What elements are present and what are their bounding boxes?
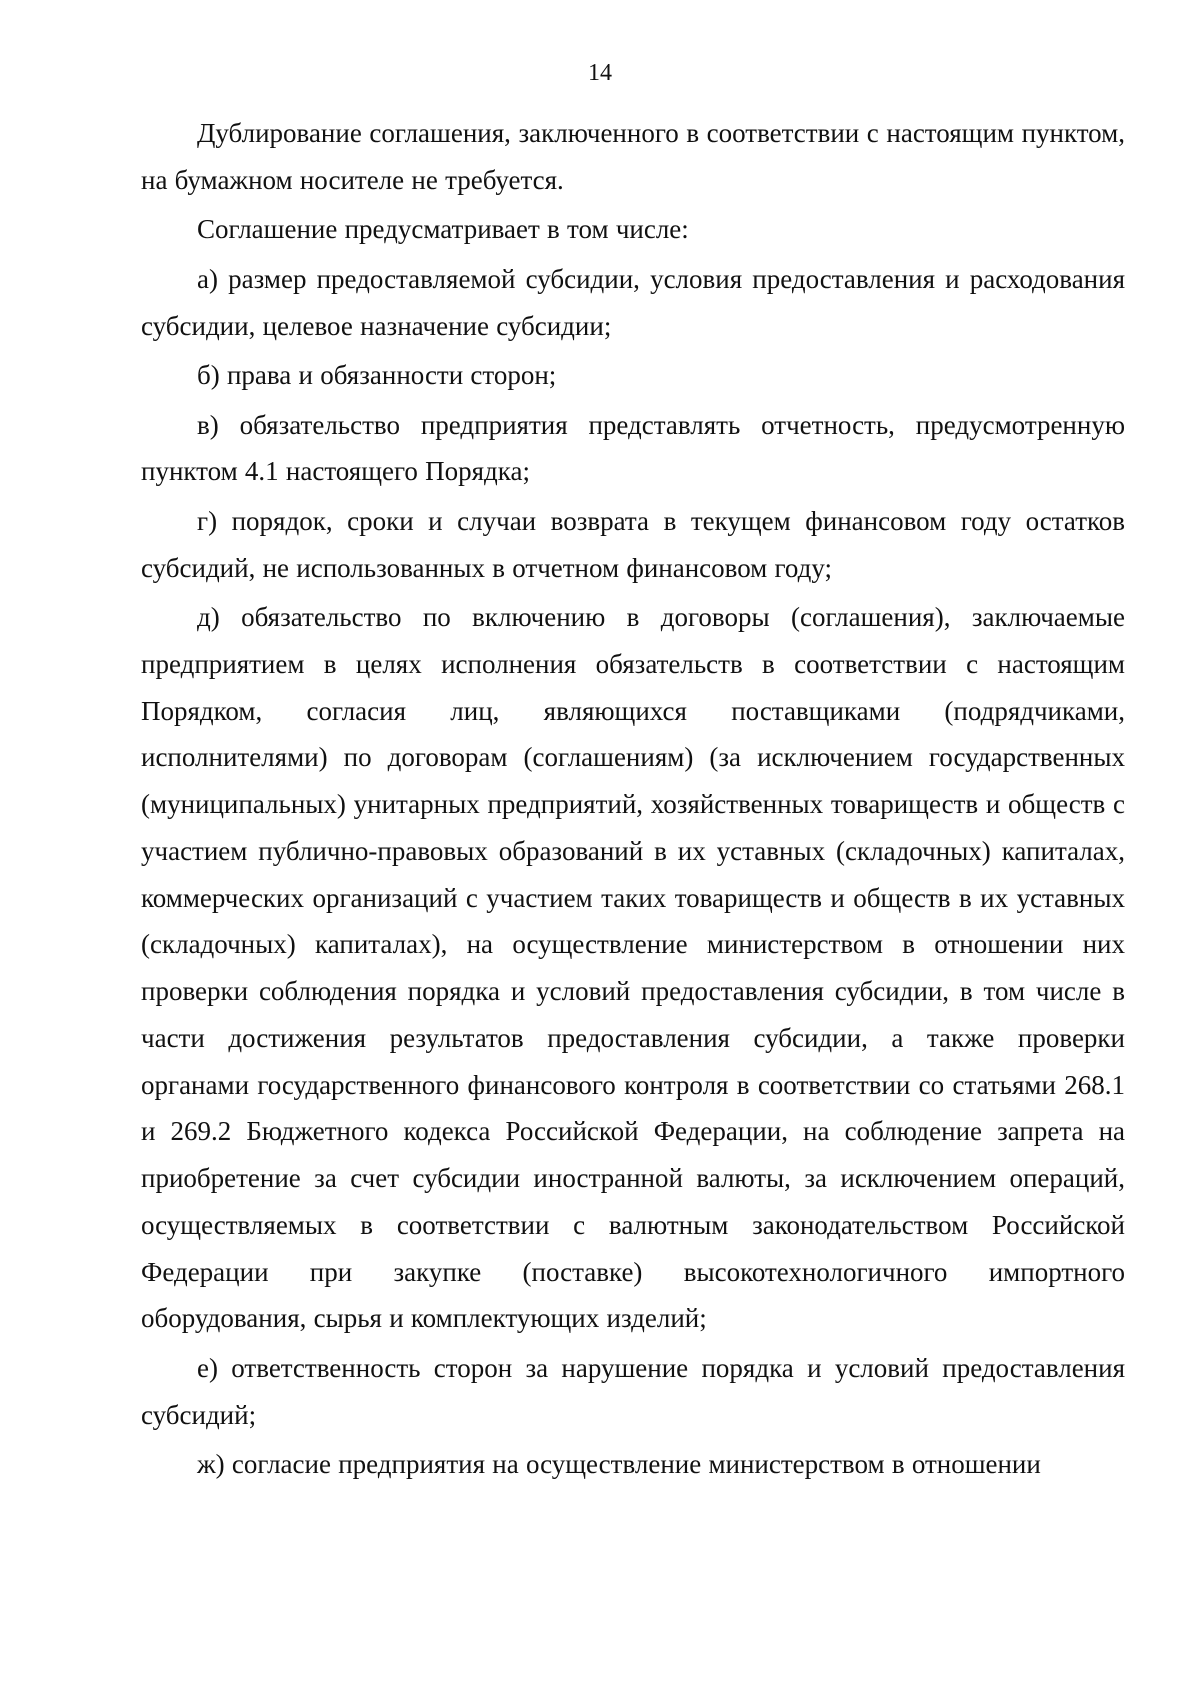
- paragraph-item-e: е) ответственность сторон за нарушение порядка и условий предоставления субсидий;: [141, 1352, 1125, 1430]
- paragraph-item-b: б) права и обязанности сторон;: [197, 360, 557, 390]
- paragraph-item-g: г) порядок, сроки и случаи возврата в текущем финансовом году остатков субсидий, не использованных в отчетном финансовом году;: [141, 505, 1125, 583]
- paragraph-item-v: в) обязательство предприятия представлять отчетность, предусмотренную пунктом 4.1 настоящего Порядка;: [141, 409, 1125, 487]
- paragraph-item-a: а) размер предоставляемой субсидии, условия предоставления и расходования субсидии, целевое назначение субсидии;: [141, 263, 1125, 341]
- page-number: 14: [588, 60, 612, 86]
- paragraph-item-zh: ж) согласие предприятия на осуществление министерством в отношении: [197, 1449, 1041, 1479]
- paragraph-agreement-provides: Соглашение предусматривает в том числе:: [197, 214, 689, 245]
- paragraph-duplication-not-required: Дублирование соглашения, заключенного в соответствии с настоящим пунктом, на бумажном носителе не требуется.: [141, 118, 1125, 195]
- document-body: [141, 110, 1125, 1488]
- paragraph-item-d: д) обязательство по включению в договоры (соглашения), заключаемые предприятием в целях исполнения обязательств в соответствии с настоящим Порядком, согласия лиц, являющихся поставщиками (подрядчиками, исполнителями) по договорам (соглашениям) (за исключением государственных (муниципальных) унитарных предприятий, хозяйственных товариществ и обществ с участием публично-правовых образований в их уставных (складочных) капиталах, коммерческих организаций с участием таких товариществ и обществ в их уставных (складочных) капиталах), на осуществление министерством в отношении них проверки соблюдения порядка и условий предоставления субсидии, в том числе в части достижения результатов предоставления субсидии, а также проверки органами государственного финансового контроля в соответствии со статьями 268.1 и 269.2 Бюджетного кодекса Российской Федерации, на соблюдение запрета на приобретение за счет субсидии иностранной валюты, за исключением операций, осуществляемых в соответствии с валютным законодательством Российской Федерации при закупке (поставке) высокотехнологичного импортного оборудования, сырья и комплектующих изделий;: [141, 602, 1125, 1334]
